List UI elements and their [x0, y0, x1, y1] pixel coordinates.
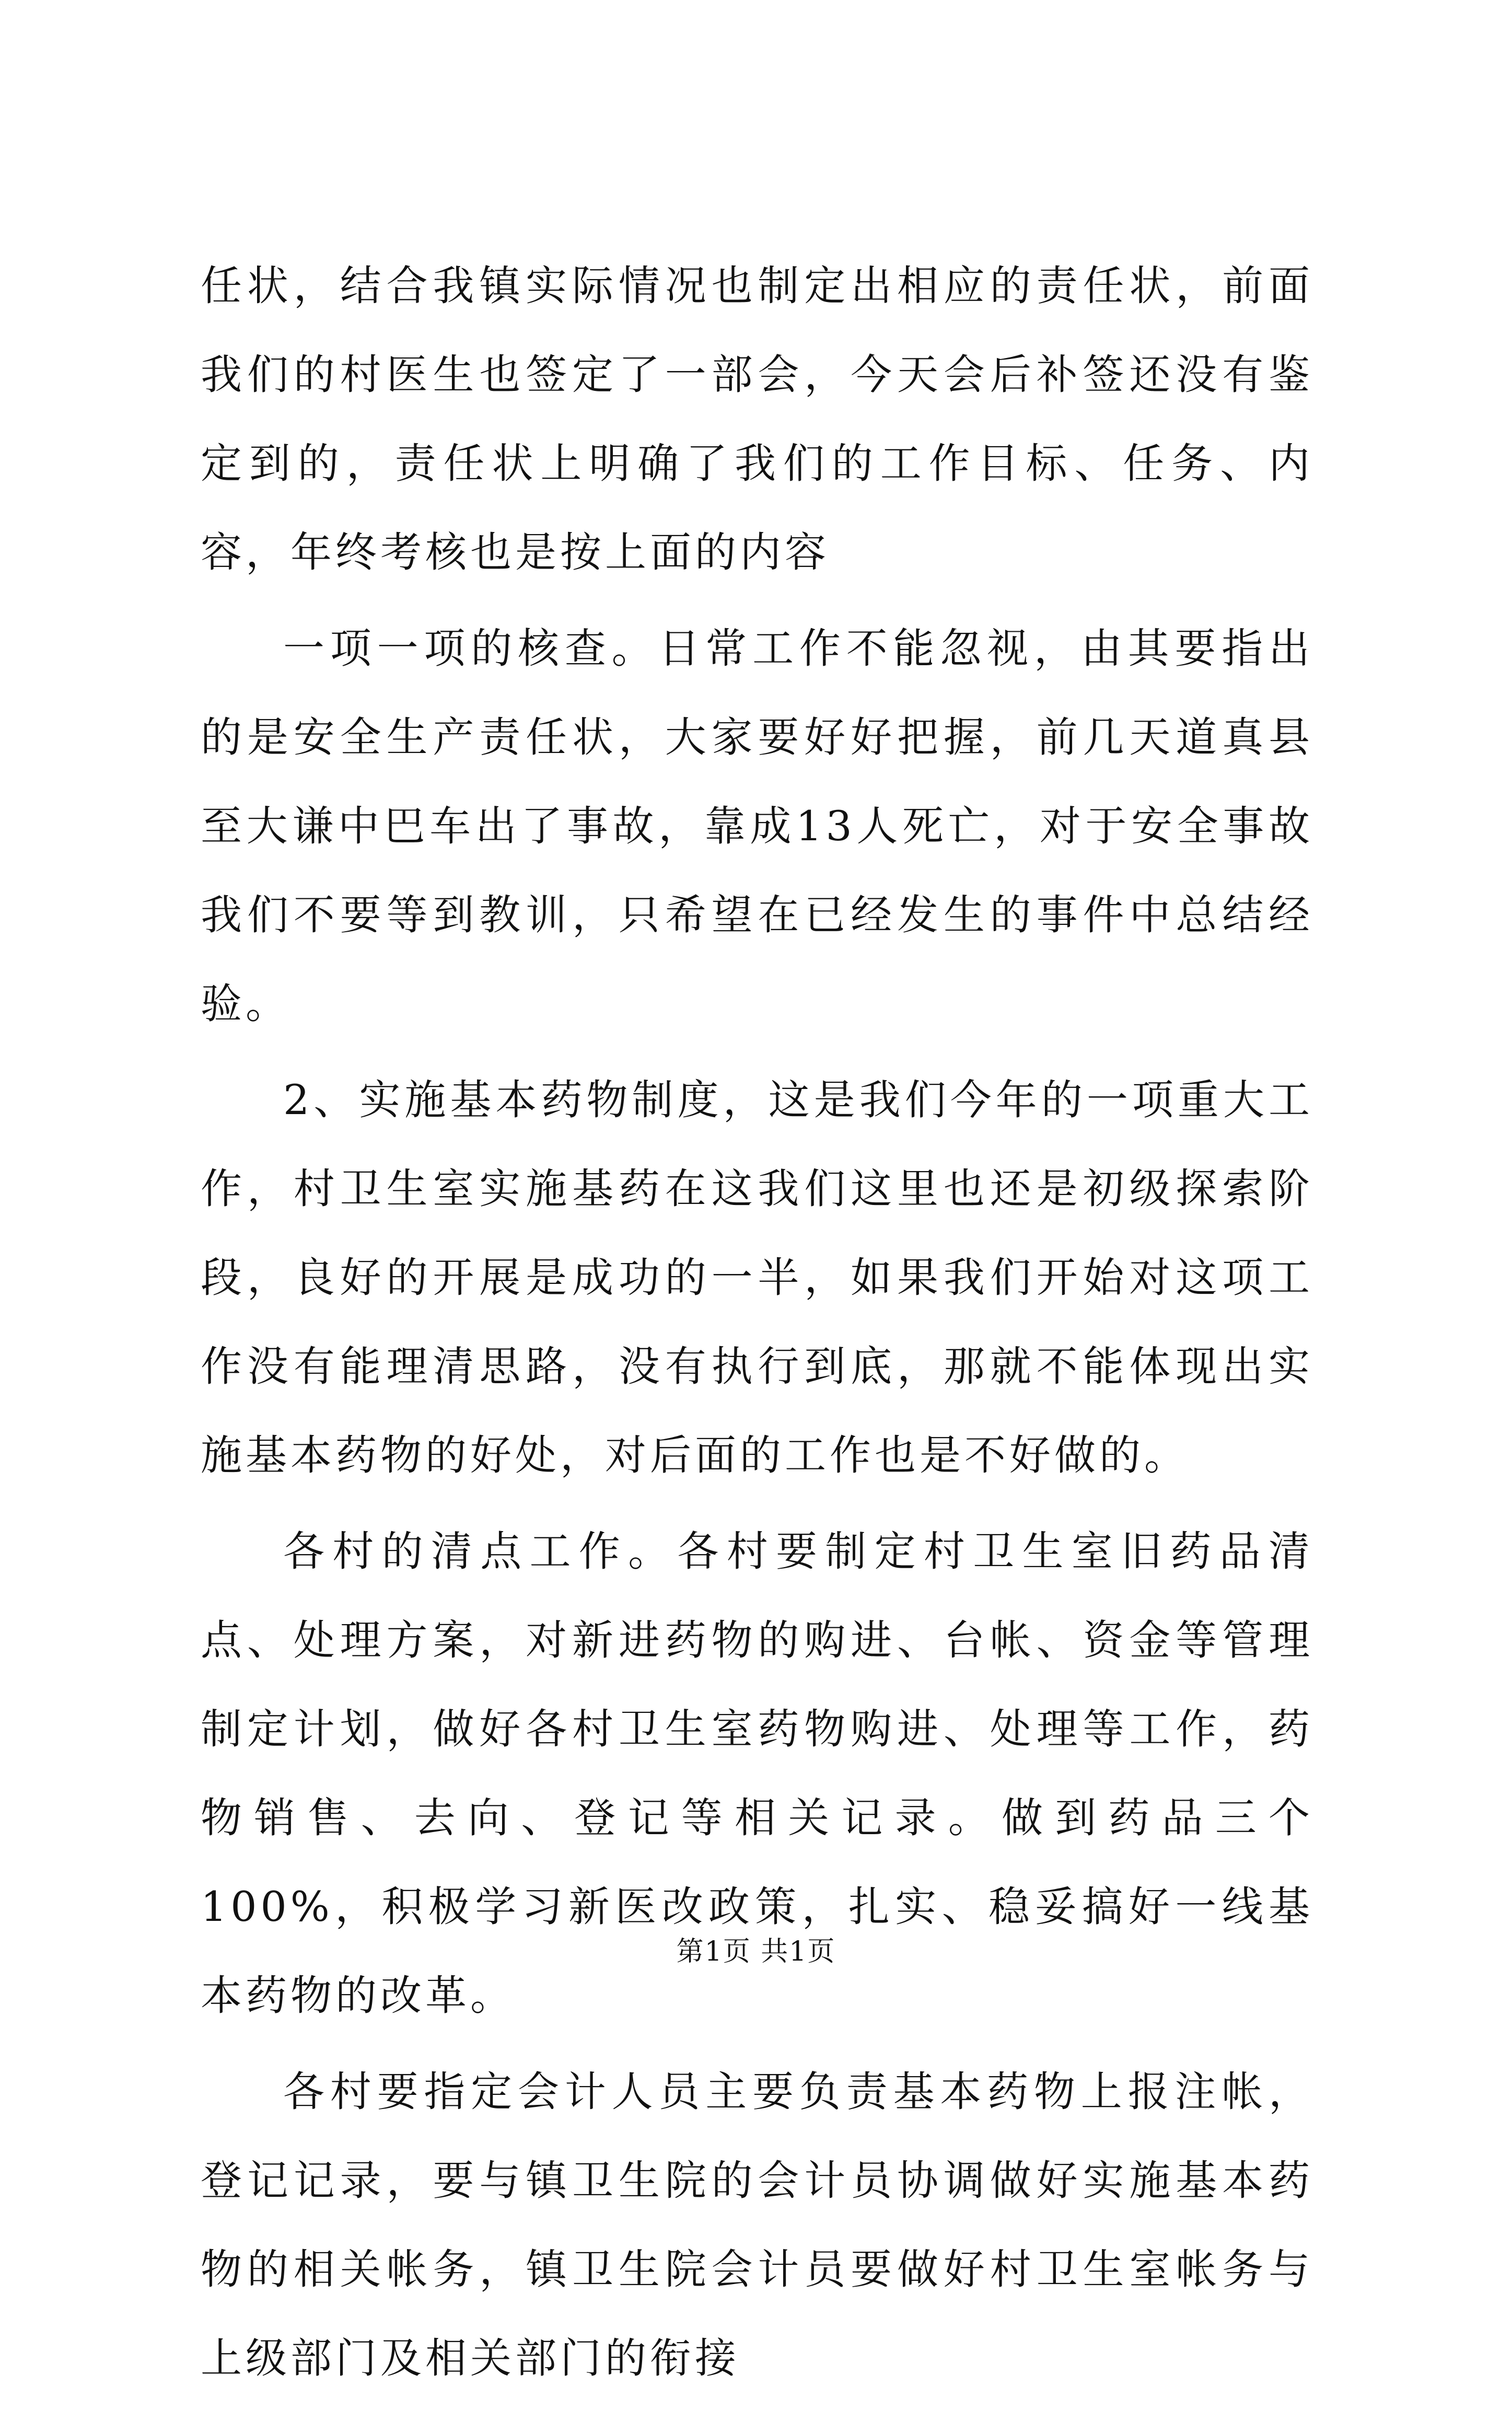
paragraph-1: 任状，结合我镇实际情况也制定出相应的责任状，前面我们的村医生也签定了一部会，今天会后补签还没有鉴定到的，责任状上明确了我们的工作目标、任务、内容，年终考核也是按上面的内容	[201, 262, 1313, 576]
paragraph-3: 2、实施基本药物制度，这是我们今年的一项重大工作，村卫生室实施基药在这我们这里也还是初级探索阶段，良好的开展是成功的一半，如果我们开始对这项工作没有能理清思路，没有执行到底，那就不能体现出实施基本药物的好处，对后面的工作也是不好做的。	[201, 1076, 1313, 1479]
page-footer: 第1页 共1页	[676, 1936, 836, 1967]
paragraph-5: 各村要指定会计人员主要负责基本药物上报注帐，登记记录，要与镇卫生院的会计员协调做好实施基本药物的相关帐务，镇卫生院会计员要做好村卫生室帐务与上级部门及相关部门的衔接	[201, 2068, 1313, 2382]
document-body	[201, 241, 1313, 2410]
paragraph-2: 一项一项的核查。日常工作不能忽视，由其要指出的是安全生产责任状，大家要好好把握，前几天道真县至大谦中巴车出了事故，靠成13人死亡，对于安全事故我们不要等到教训，只希望在已经发生的事件中总结经验。	[201, 624, 1313, 1028]
paragraph-4: 各村的清点工作。各村要制定村卫生室旧药品清点、处理方案，对新进药物的购进、台帐、资金等管理制定计划，做好各村卫生室药物购进、处理等工作，药物销售、去向、登记等相关记录。做到药品三个100%，积极学习新医改政策，扎实、稳妥搞好一线基本药物的改革。	[201, 1527, 1313, 2020]
